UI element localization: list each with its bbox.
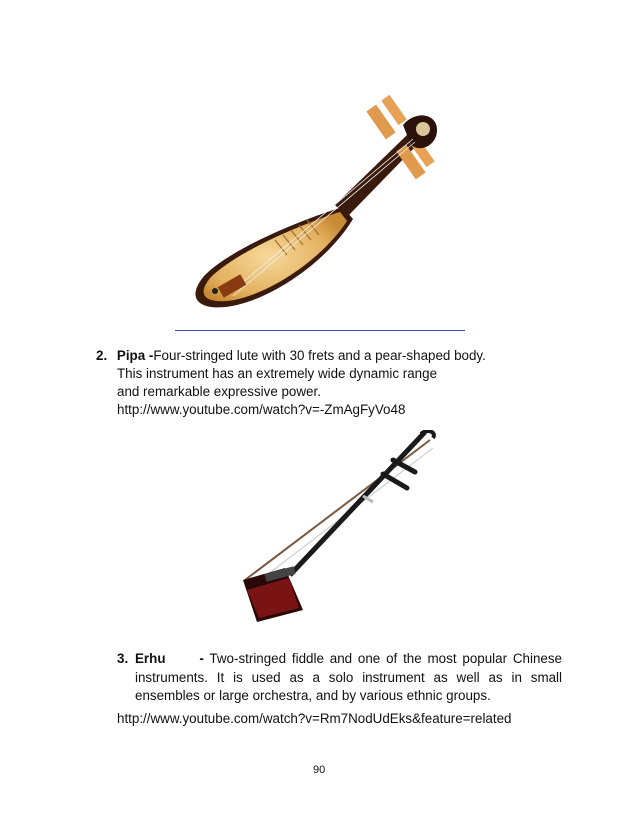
pipa-description-line-2: This instrument has an extremely wide dynamic range bbox=[117, 366, 438, 381]
pipa-description-line-3: and remarkable expressive power. bbox=[117, 384, 321, 399]
divider-line bbox=[175, 330, 465, 331]
erhu-dash: - bbox=[199, 651, 204, 666]
erhu-number: 3. bbox=[117, 651, 129, 666]
erhu-link[interactable]: http://www.youtube.com/watch?v=Rm7NodUdEks&feature=related bbox=[117, 711, 512, 726]
erhu-paragraph bbox=[117, 650, 562, 706]
pipa-number: 2. bbox=[96, 348, 108, 363]
erhu-description: Two-stringed fiddle and one of the most popular Chinese instruments. It is used as a solo instrument as well as in small ensembles or large orchestra, and by various ethnic groups. bbox=[135, 651, 562, 703]
pipa-image bbox=[175, 95, 450, 310]
pipa-link[interactable]: http://www.youtube.com/watch?v=-ZmAgFyVo48 bbox=[117, 402, 406, 417]
pipa-name: Pipa - bbox=[116, 348, 154, 363]
pipa-description-line-1: Four-stringed lute with 30 frets and a pear-shaped body. bbox=[153, 348, 486, 363]
page-number: 90 bbox=[313, 764, 326, 776]
erhu-name: Erhu bbox=[135, 651, 166, 666]
erhu-image bbox=[225, 430, 450, 625]
pipa-heading-line bbox=[96, 347, 486, 365]
